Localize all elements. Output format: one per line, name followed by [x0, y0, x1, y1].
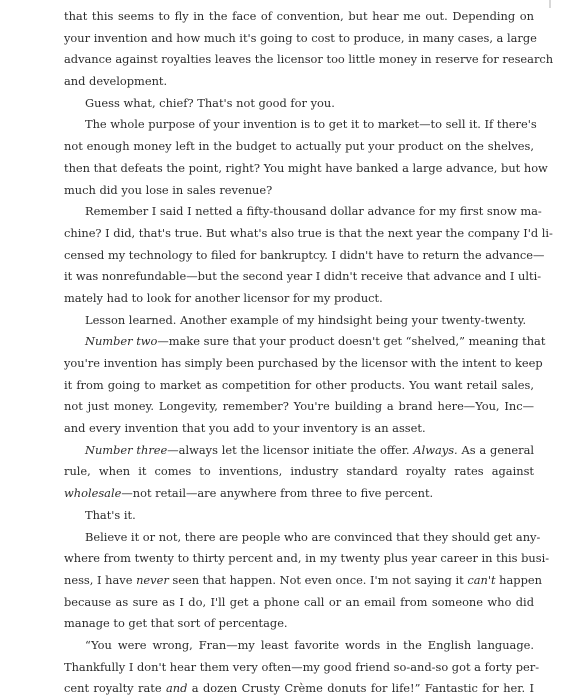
text-run: Thankfully I don't hear them very often—my good friend so-and-so got a forty per- — [64, 659, 540, 674]
text-run: —not retail—are anywhere from three to five percent. — [121, 486, 434, 501]
italic-run: can't — [467, 572, 496, 587]
text-run: ness, I have — [64, 572, 137, 587]
text-line — [64, 93, 534, 115]
text-line — [64, 353, 543, 375]
italic-run: never — [136, 572, 169, 587]
italic-run: Number two — [85, 334, 158, 349]
text-run: then that defeats the point, right? You might have banked a large advance, but how — [64, 160, 548, 175]
text-run: “You were wrong, Fran—my least favorite words in the English language. — [85, 637, 534, 652]
text-run: Lesson learned. Another example of my hindsight being your twenty-twenty. — [85, 312, 527, 327]
text-run: much did you lose in sales revenue? — [64, 182, 273, 197]
text-line — [64, 548, 550, 570]
text-line — [64, 418, 534, 440]
text-run: happen — [495, 572, 542, 587]
text-run: That's it. — [85, 507, 136, 522]
text-line — [64, 570, 542, 592]
text-line — [64, 136, 534, 158]
text-run: it was nonrefundable—but the second year I didn't receive that advance and I ulti- — [64, 269, 542, 284]
text-run: cent royalty rate — [64, 681, 166, 696]
text-run: advance against royalties leaves the licensor too little money in reserve for research — [64, 52, 554, 67]
italic-run: Number three — [85, 442, 168, 457]
text-line — [64, 592, 534, 614]
text-line — [64, 158, 548, 180]
text-run: The whole purpose of your invention is to get it to market—to sell it. If there's — [85, 117, 537, 132]
text-line — [64, 461, 534, 483]
italic-run: wholesale — [64, 486, 122, 501]
text-run: mately had to look for another licensor for my product. — [64, 290, 383, 305]
text-run: because as sure as I do, I'll get a phone call or an email from someone who did — [64, 594, 534, 609]
text-run: manage to get that sort of percentage. — [64, 616, 288, 631]
text-run: not just money. Longevity, remember? You're building a brand here—You, Inc— — [64, 399, 534, 414]
text-line — [64, 375, 534, 397]
text-run: you're invention has simply been purchased by the licensor with the intent to keep — [64, 356, 543, 370]
text-run: Remember I said I netted a fifty-thousand dollar advance for my first snow ma- — [85, 204, 542, 219]
text-run: Believe it or not, there are people who are convinced that they should get any- — [85, 529, 541, 544]
text-run: —always let the licensor initiate the offer. — [167, 442, 414, 457]
text-line — [64, 223, 553, 245]
text-line — [64, 201, 542, 223]
text-line — [64, 483, 534, 505]
text-line — [64, 71, 534, 93]
text-line — [64, 527, 541, 549]
text-line — [64, 331, 546, 353]
text-line — [64, 6, 534, 28]
text-line — [64, 180, 534, 202]
text-run: and development. — [64, 74, 168, 89]
text-run: As a general — [457, 442, 535, 457]
text-line — [64, 396, 534, 418]
text-line — [64, 266, 542, 288]
text-run: —make sure that your product doesn't get “shelved,” meaning that — [157, 334, 546, 349]
text-line — [64, 310, 534, 332]
text-line — [64, 613, 534, 635]
text-run: your invention and how much it's going to cost to produce, in many cases, a large — [64, 30, 537, 45]
text-run: seen that happen. Not even once. I'm not saying it — [168, 572, 468, 587]
text-line — [64, 114, 537, 136]
italic-run: and — [165, 681, 188, 696]
text-line — [64, 440, 534, 462]
text-run: rule, when it comes to inventions, industry standard royalty rates against — [64, 464, 534, 479]
text-line — [64, 678, 534, 700]
text-line — [64, 635, 534, 657]
text-run: not enough money left in the budget to actually put your product on the shelves, — [64, 139, 534, 154]
text-line — [64, 505, 534, 527]
text-line — [64, 288, 534, 310]
text-run: a dozen Crusty Crème donuts for life!” Fantastic for her. I — [187, 681, 535, 696]
text-line — [64, 49, 554, 71]
italic-run: Always. — [413, 442, 458, 457]
text-run: where from twenty to thirty percent and, in my twenty plus year career in this busi- — [64, 551, 550, 566]
scrollbar-thumb[interactable] — [549, 0, 551, 8]
text-run: and every invention that you add to your inventory is an asset. — [64, 421, 426, 436]
text-run: that this seems to fly in the face of convention, but hear me out. Depending on — [64, 9, 534, 23]
text-line — [64, 28, 537, 50]
text-line — [64, 657, 540, 679]
text-run: censed my technology to filed for bankruptcy. I didn't have to return the advance— — [64, 247, 545, 262]
text-run: Guess what, chief? That's not good for you. — [85, 95, 335, 110]
text-run: chine? I did, that's true. But what's also true is that the next year the company I'd li- — [64, 225, 553, 240]
text-run: it from going to market as competition for other products. You want retail sales, — [64, 377, 534, 392]
text-line — [64, 245, 545, 267]
body-text — [64, 6, 554, 700]
